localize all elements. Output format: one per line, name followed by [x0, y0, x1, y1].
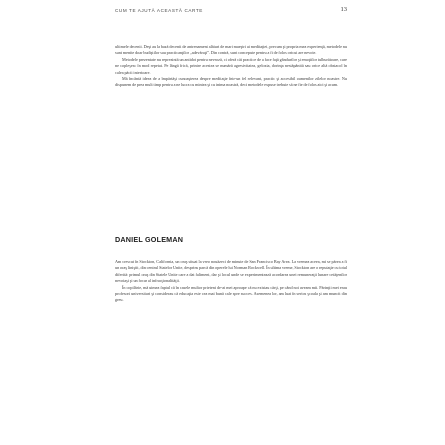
running-header — [115, 6, 347, 16]
text-block-intro — [115, 44, 347, 89]
paragraph: Mă încântă ideea de a împărtăşi cunoaşterea despre meditaţie într-un fel relevant, practic şi accesibil oamenilor zilelor noastre. Nu dispunem de prea mult timp pentru a ne lucra cu mintea şi cu inima noastră, deci metodele expuse trebuie să ne fie de folos aici şi acum. — [115, 76, 347, 88]
text-block-author — [115, 259, 347, 304]
paragraph: În copilărie, mă uimea faptul că în casele multor prieteni de-ai mei aproape că nu existau cărţi, pe când noi aveam mii. Părinţii mei erau profesori universitari şi considerau că educaţia este cea mai bună cale spre succes. Asemenea lor, am luat în serios şcoala şi am muncit din greu. — [115, 284, 347, 303]
running-title: CUM TE AJUTĂ ACEASTĂ CARTE — [115, 8, 203, 13]
page-number: 13 — [340, 6, 347, 13]
paragraph: Metodele prezentate nu reprezintă un antidot pentru nevroză, ci oferă căi practice de a face faţă gândurilor şi emoţiilor tulburătoare, care ne copleşesc în mod repetat. Pe lângă frică, printre acestea se numără agresivitatea, gelozia, dorinţa nestăpânită sau orice altă obstacol în calea păcii interioare. — [115, 56, 347, 75]
section-heading: DANIEL GOLEMAN — [115, 235, 184, 244]
paragraph: Am crescut în Stockton, California, un oraş situat la vreo nouăzeci de minute de San Francisco Bay Area. La vremea aceea, mi se părea a fi un oraş liniştit, din centrul Statelor Unite, desprins parcă din operele lui Norman Rockwell. În ultima vreme, Stockton are o reputaţie cu totul diferită: primul oraş din Statele Unite care a dat faliment, dar şi locul unde se experimentează acordarea unei remuneraţii lunare cetăţenilor nevoiaşi şi un focar al infracţionalităţii. — [115, 259, 347, 284]
paragraph: ultimele decenii. Deşi au la bază decenii de antrenament alături de mari maeştri ai meditaţiei, precum şi propria mea experienţă, metodele nu sunt menite doar budiştilor sau practicanţilor „adevăraţi”. Din contră, sunt concepute pentru a fi de folos oricui are nevoie. — [115, 44, 347, 56]
